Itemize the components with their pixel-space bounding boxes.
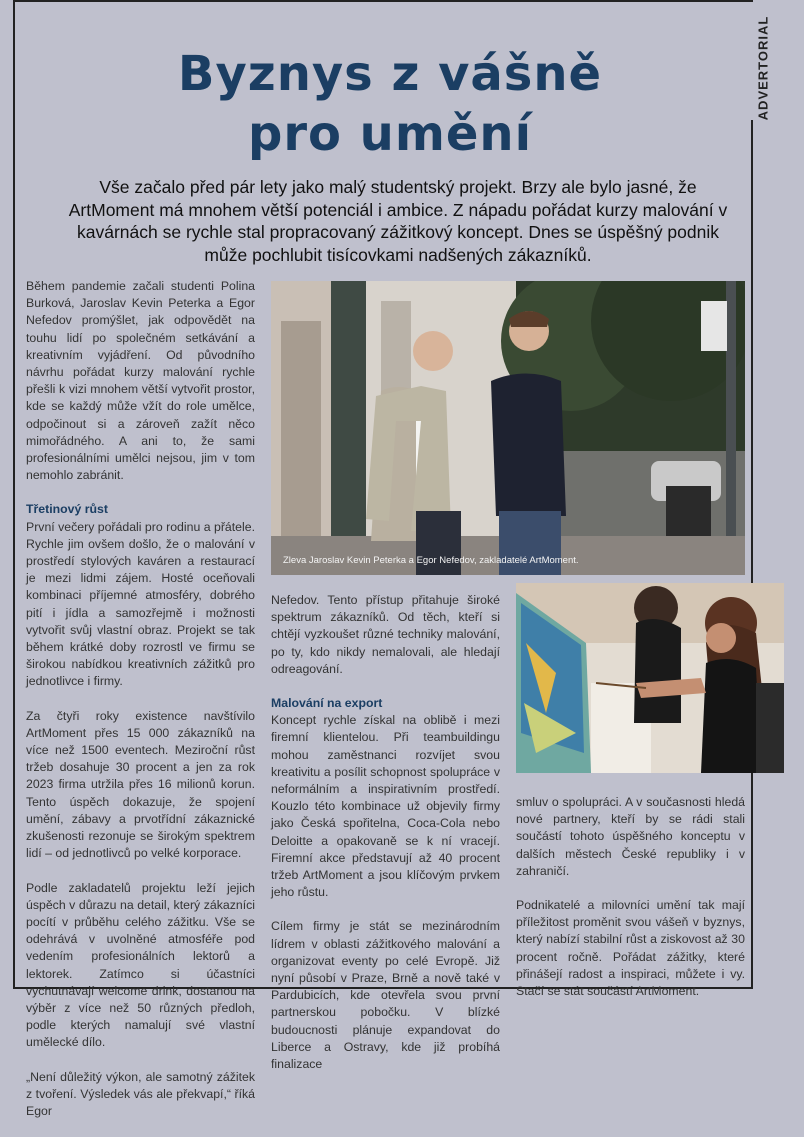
founders-photo-illustration [271,281,745,575]
paragraph: Podnikatelé a milovníci umění tak mají příležitost proměnit svou vášeň v byznys, který nabízí stabilní růst a ziskovost až 30 procent ročně. Pořádat zážitky, které přinášejí radost a inspiraci, můžete i vy. Stačí se stát součástí ArtMoment. [516,898,745,999]
headline [60,44,720,164]
paragraph: Cílem firmy je stát se mezinárodním lídrem v oblasti zážitkového malování a organizovat eventy po celé Evropě. Již nyní působí v Praze, Brně a nově také v Pardubicích, kde otevřela svou první partnerskou pobočku. V blízké budoucnosti plánuje expandovat do Liberce a Ostravy, kde již probíhá finalizace [271,919,500,1072]
headline-line-2: pro umění [247,106,533,162]
frame-right-border [751,120,753,989]
lead-paragraph: Vše začalo před pár lety jako malý studentský projekt. Brzy ale bylo jasné, že ArtMoment má mnohem větší potenciál i ambice. Z nápadu pořádat kurzy malování v kavárnách se rychle stal propracovaný zážitkový koncept. Dnes se úspěšný podnik může pochlubit tisícovkami nadšených zákazníků. [68,177,728,265]
column-3 [516,794,745,1017]
column-1 [26,278,255,1137]
paragraph: Koncept rychle získal na oblibě i mezi firemní klientelou. Při teambuildingu mohou zaměstnanci rozvíjet svou kreativitu a posílit schopnost spolupráce v neformálním a inspirativním prostředí. Kouzlo této kombinace už objevily firmy jako Česká spořitelna, Coca-Cola nebo Deloitte a opakovaně se k ní vracejí. Firemní akce představují až 40 procent tržeb ArtMoment a jsou klíčovým prvkem jeho růstu. [271,713,500,900]
section-heading: Malování na export [271,696,383,711]
founders-photo [271,281,745,575]
headline-line-1: Byznys z vášně [177,46,603,102]
paragraph: Za čtyři roky existence navštívilo ArtMoment přes 15 000 zákazníků na více než 1500 eventech. Meziroční růst tržeb dosahuje 30 procent a jen za rok 2023 firma utržila přes 16 milionů korun. Tento úspěch dokazuje, že spojení umění, zábavy a prvotřídní zákaznické zkušenosti rezonuje se širokým spektrem lidí – od jednotlivců po velké korporace. [26,708,255,861]
paragraph: smluv o spolupráci. A v současnosti hledá nové partnery, kteří by se rádi stali součástí tohoto úspěšného konceptu v dalších městech České republiky i v zahraničí. [516,795,745,878]
section-heading: Třetinový růst [26,502,108,517]
frame-top-border [13,0,753,2]
column-2 [271,592,500,1090]
photo-caption: Zleva Jaroslav Kevin Peterka a Egor Nefedov, zakladatelé ArtMoment. [283,555,579,566]
paragraph: Nefedov. Tento přístup přitahuje široké spektrum zákazníků. Od těch, kteří si chtějí vyzkoušet různé techniky malování, po ty, kdo nikdy nemalovali, ale hledají odreagování. [271,593,500,676]
frame-left-border [13,0,15,989]
paragraph: Podle zakladatelů projektu leží jejich úspěch v důrazu na detail, který zákazníci pocítí v průběhu celého zážitku. Vše se odehrává v uvolněné atmosféře pod vedením profesionálních lektorů a lektorek. Zatímco si účastníci vychutnávají welcome drink, dostanou na výběr z více než 50 různých předloh, podle kterých namalují své vlastní umělecké dílo. [26,880,255,1050]
painting-workshop-photo [516,583,784,773]
painting-workshop-illustration [516,583,784,773]
advertorial-label: ADVERTORIAL [755,15,771,120]
paragraph: Během pandemie začali studenti Polina Burková, Jaroslav Kevin Peterka a Egor Nefedov promýšlet, jak odpovědět na touhu lidí po společném setkávání a kreativním vyjádření. Od původního návrhu pořádat kurzy malování rychle přešli k vizi mnohem větší vytvořit prostor, kde se každý může vžít do role umělce, odpočinout si a zároveň zažít něco mimořádného. A ani to, že sami profesionálními umělci nejsou, jim v tom nemohlo zabránit. [26,279,255,483]
paragraph: „Není důležitý výkon, ale samotný zážitek z tvoření. Výsledek vás ale překvapí,“ říká Egor [26,1069,255,1118]
paragraph: První večery pořádali pro rodinu a přátele. Rychle jim ovšem došlo, že o malování v prostředí stylových kaváren a restaurací je mezi lidmi zájem. Hosté oceňovali kombinaci příjemné atmosféry, dobrého pití i jídla a samozřejmě i možnosti vytvořit svůj vlastní obraz. Projekt se tak během krátké doby rozrostl ve firmu se širokou nabídkou kreativních zážitků pro jednotlivce i firmy. [26,519,255,689]
